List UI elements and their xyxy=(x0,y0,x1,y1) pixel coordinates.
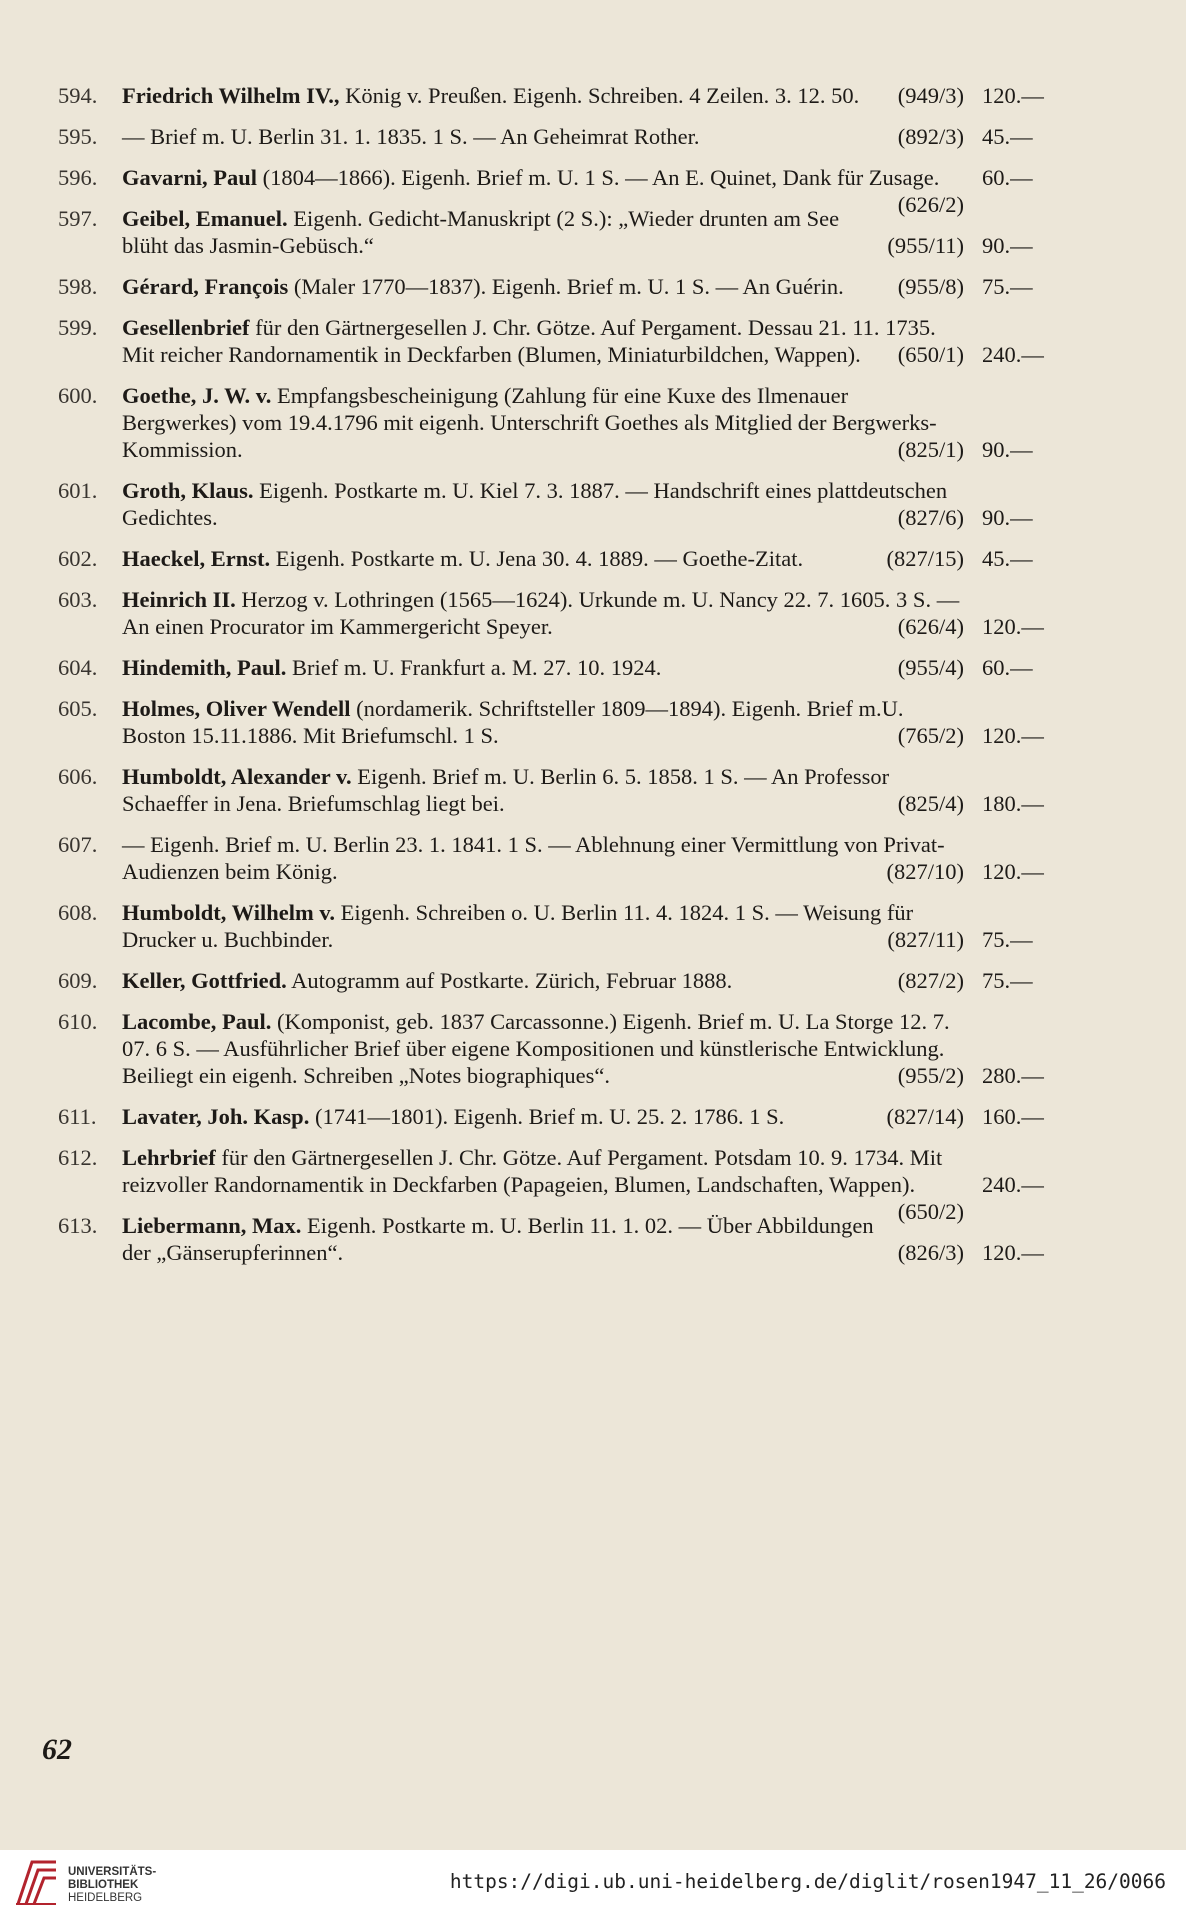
entry-price: 240.— xyxy=(982,1172,1044,1197)
catalog-entry xyxy=(0,1212,1044,1266)
catalog-entry xyxy=(0,164,1033,217)
entry-description: (Maler 1770—1837). Eigenh. Brief m. U. 1 S. — An Guérin. xyxy=(288,274,844,299)
entry-price: 280.— xyxy=(982,1063,1044,1088)
entry-description: Empfangsbescheinigung (Zahlung für eine Kuxe des Ilmenauer Bergwerkes) vom 19.4.1796 mit eigenh. Unterschrift Goethes als Mitglied der Bergwerks-Kommission. xyxy=(122,383,937,462)
entry-number: 609. xyxy=(58,968,98,993)
entry-reference: (825/4) xyxy=(897,791,964,816)
entry-reference: (826/3) xyxy=(897,1240,964,1265)
entry-reference: (892/3) xyxy=(897,124,964,149)
entry-number: 597. xyxy=(58,206,98,231)
entry-number: 606. xyxy=(58,764,98,789)
library-name-line: BIBLIOTHEK xyxy=(68,1879,139,1891)
entry-price: 45.— xyxy=(982,546,1033,571)
entry-description: Eigenh. Postkarte m. U. Jena 30. 4. 1889. — Goethe-Zitat. xyxy=(270,546,804,571)
entry-name: Lavater, Joh. Kasp. xyxy=(122,1104,310,1129)
entry-price: 90.— xyxy=(982,437,1033,462)
entry-price: 75.— xyxy=(982,927,1033,952)
entry-reference: (955/4) xyxy=(897,655,964,680)
entry-description: Eigenh. Postkarte m. U. Berlin 11. 1. 02. — Über Abbildungen der „Gänserupferinnen“. xyxy=(122,1213,874,1265)
entry-description: — Eigenh. Brief m. U. Berlin 23. 1. 1841. 1 S. — Ablehnung einer Vermittlung von Privat-Audienzen beim König. xyxy=(122,832,945,884)
library-logo-icon[interactable] xyxy=(12,1858,60,1908)
entry-name: Geibel, Emanuel. xyxy=(122,206,288,231)
entry-description: Eigenh. Schreiben o. U. Berlin 11. 4. 1824. 1 S. — Weisung für Drucker u. Buchbinder. xyxy=(122,900,914,952)
entry-description: (nordamerik. Schriftsteller 1809—1894). Eigenh. Brief m.U. Boston 15.11.1886. Mit Briefumschl. 1 S. xyxy=(122,696,904,748)
entry-number: 603. xyxy=(58,587,98,612)
entry-reference: (955/11) xyxy=(887,233,964,258)
entry-name: Groth, Klaus. xyxy=(122,478,254,503)
entry-price: 240.— xyxy=(982,342,1044,367)
entry-number: 596. xyxy=(58,165,98,190)
viewer-footer xyxy=(0,1850,1186,1918)
entry-list xyxy=(0,82,1186,1280)
catalog-entry xyxy=(0,1008,1044,1089)
entry-number: 594. xyxy=(58,83,98,108)
entry-price: 120.— xyxy=(982,83,1044,108)
entry-price: 120.— xyxy=(982,723,1044,748)
entry-name: Holmes, Oliver Wendell xyxy=(122,696,351,721)
entry-reference: (827/2) xyxy=(897,968,964,993)
catalog-entry xyxy=(0,654,1033,681)
library-name[interactable] xyxy=(68,1866,156,1905)
entry-reference: (650/1) xyxy=(897,342,964,367)
entry-description: (Komponist, geb. 1837 Carcassonne.) Eigenh. Brief m. U. La Storge 12. 7. 07. 6 S. — Ausführlicher Brief über eigene Kompositionen und künstlerische Entwicklung. Beiliegt ein eigenh. Schreiben „Notes biographiques“. xyxy=(122,1009,950,1088)
entry-reference: (949/3) xyxy=(897,83,964,108)
entry-number: 612. xyxy=(58,1145,98,1170)
library-name-line: HEIDELBERG xyxy=(68,1892,143,1904)
entry-number: 595. xyxy=(58,124,98,149)
entry-reference: (827/6) xyxy=(897,505,964,530)
entry-number: 613. xyxy=(58,1213,98,1238)
entry-reference: (827/15) xyxy=(886,546,964,571)
entry-name: Humboldt, Alexander v. xyxy=(122,764,352,789)
entry-price: 90.— xyxy=(982,505,1033,530)
catalog-entry xyxy=(0,586,1044,640)
entry-price: 45.— xyxy=(982,124,1033,149)
page-number: 62 xyxy=(42,1733,72,1766)
entry-reference: (955/2) xyxy=(897,1063,964,1088)
entry-name: Haeckel, Ernst. xyxy=(122,546,271,571)
entry-number: 607. xyxy=(58,832,98,857)
catalog-entry xyxy=(0,205,1033,259)
entry-price: 60.— xyxy=(982,655,1033,680)
entry-description: Brief m. U. Frankfurt a. M. 27. 10. 1924. xyxy=(286,655,662,680)
entry-reference: (827/14) xyxy=(886,1104,964,1129)
entry-number: 602. xyxy=(58,546,98,571)
entry-number: 601. xyxy=(58,478,98,503)
library-name-line: UNIVERSITÄTS- xyxy=(68,1866,157,1878)
catalog-entry xyxy=(0,382,1033,463)
catalog-entry xyxy=(0,82,1044,109)
entry-name: Goethe, J. W. v. xyxy=(122,383,272,408)
catalog-entry xyxy=(0,967,1033,994)
entry-name: Keller, Gottfried. xyxy=(122,968,287,993)
catalog-entry xyxy=(0,1144,1044,1224)
entry-description: (1804—1866). Eigenh. Brief m. U. 1 S. — An E. Quinet, Dank für Zusage. xyxy=(257,165,940,190)
entry-reference: (626/2) xyxy=(897,192,964,217)
entry-reference: (955/8) xyxy=(897,274,964,299)
entry-price: 160.— xyxy=(982,1104,1044,1129)
entry-reference: (827/11) xyxy=(887,927,964,952)
entry-name: Gérard, François xyxy=(122,274,289,299)
entry-name: Lehrbrief xyxy=(122,1145,216,1170)
entry-name: Heinrich II. xyxy=(122,587,236,612)
entry-number: 610. xyxy=(58,1009,98,1034)
entry-reference: (765/2) xyxy=(897,723,964,748)
entry-price: 90.— xyxy=(982,233,1033,258)
entry-reference: (825/1) xyxy=(897,437,964,462)
entry-price: 120.— xyxy=(982,1240,1044,1265)
catalog-entry xyxy=(0,123,1033,150)
entry-number: 599. xyxy=(58,315,98,340)
entry-name: Gavarni, Paul xyxy=(122,165,258,190)
entry-number: 604. xyxy=(58,655,98,680)
catalog-entry xyxy=(0,273,1033,300)
catalog-entry xyxy=(0,831,1044,885)
entry-reference: (650/2) xyxy=(897,1199,964,1224)
entry-reference: (827/10) xyxy=(886,859,964,884)
entry-name: Lacombe, Paul. xyxy=(122,1009,272,1034)
entry-description: für den Gärtnergesellen J. Chr. Götze. Auf Pergament. Dessau 21. 11. 1735. Mit reicher Randornamentik in Deckfarben (Blumen, Miniaturbildchen, Wappen). xyxy=(122,315,936,367)
entry-description: Eigenh. Brief m. U. Berlin 6. 5. 1858. 1 S. — An Professor Schaeffer in Jena. Briefumschlag liegt bei. xyxy=(122,764,890,816)
entry-description: König v. Preußen. Eigenh. Schreiben. 4 Zeilen. 3. 12. 50. xyxy=(339,83,860,108)
entry-number: 598. xyxy=(58,274,98,299)
entry-number: 608. xyxy=(58,900,98,925)
entry-name: Gesellenbrief xyxy=(122,315,250,340)
entry-price: 120.— xyxy=(982,859,1044,884)
entry-description: Herzog v. Lothringen (1565—1624). Urkunde m. U. Nancy 22. 7. 1605. 3 S. — An einen Procurator im Kammergericht Speyer. xyxy=(122,587,960,639)
entry-number: 611. xyxy=(58,1104,97,1129)
entry-price: 180.— xyxy=(982,791,1044,816)
entry-number: 605. xyxy=(58,696,98,721)
entry-price: 60.— xyxy=(982,165,1033,190)
entry-price: 75.— xyxy=(982,274,1033,299)
entry-description: Eigenh. Postkarte m. U. Kiel 7. 3. 1887. — Handschrift eines plattdeutschen Gedichtes. xyxy=(122,478,948,530)
catalog-entry xyxy=(0,545,1033,572)
catalog-entry xyxy=(0,314,1044,368)
entry-reference: (626/4) xyxy=(897,614,964,639)
entry-description: für den Gärtnergesellen J. Chr. Götze. Auf Pergament. Potsdam 10. 9. 1734. Mit reizvoller Randornamentik in Deckfarben (Papageien, Blumen, Landschaften, Wappen). xyxy=(122,1145,943,1197)
entry-description: Autogramm auf Postkarte. Zürich, Februar 1888. xyxy=(286,968,733,993)
entry-description: — Brief m. U. Berlin 31. 1. 1835. 1 S. — An Geheimrat Rother. xyxy=(122,124,700,149)
entry-name: Hindemith, Paul. xyxy=(122,655,287,680)
entry-price: 120.— xyxy=(982,614,1044,639)
catalog-entry xyxy=(0,477,1033,531)
catalog-entry xyxy=(0,763,1044,817)
permalink-url[interactable]: https://digi.ub.uni-heidelberg.de/diglit/rosen1947_11_26/0066 xyxy=(449,1870,1166,1893)
entry-name: Humboldt, Wilhelm v. xyxy=(122,900,335,925)
entry-number: 600. xyxy=(58,383,98,408)
entry-name: Liebermann, Max. xyxy=(122,1213,302,1238)
catalog-entry xyxy=(0,1103,1044,1130)
entry-name: Friedrich Wilhelm IV., xyxy=(122,83,340,108)
entry-description: (1741—1801). Eigenh. Brief m. U. 25. 2. 1786. 1 S. xyxy=(309,1104,785,1129)
catalog-entry xyxy=(0,899,1033,953)
entry-price: 75.— xyxy=(982,968,1033,993)
entry-description: Eigenh. Gedicht-Manuskript (2 S.): „Wieder drunten am See blüht das Jasmin-Gebüsch.“ xyxy=(122,206,840,258)
catalog-entry xyxy=(0,695,1044,749)
